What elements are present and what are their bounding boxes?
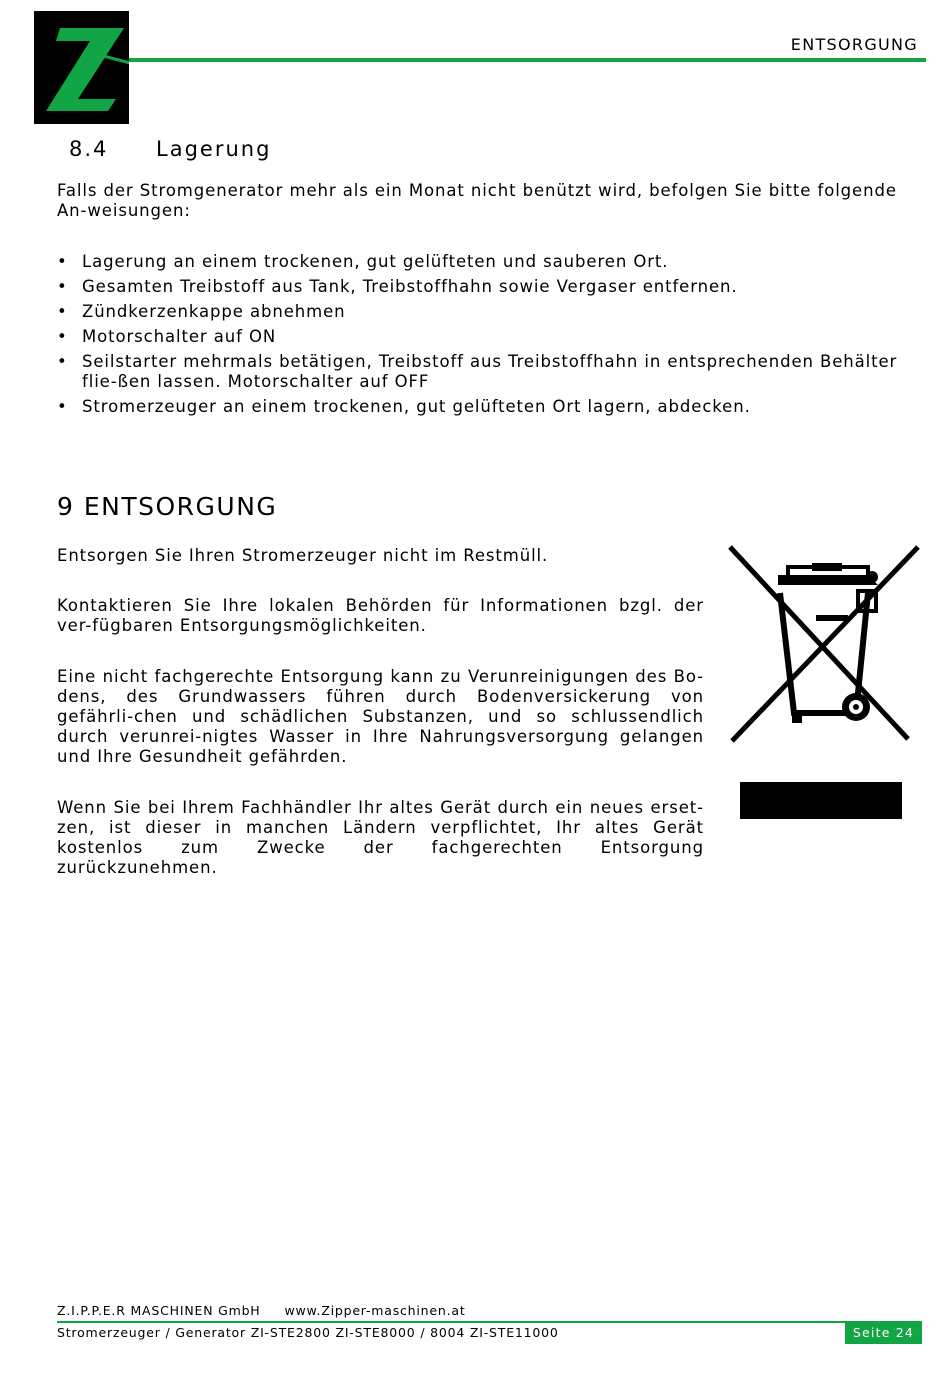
weee-black-bar (740, 782, 902, 819)
bullet-icon: • (57, 397, 68, 416)
z-logo-icon (34, 11, 129, 124)
disposal-paragraph-3: Eine nicht fachgerechte Entsorgung kann zu Verunreinigungen des Bo-dens, des Grundwassers führen durch Bodenversickerung von gefährli-chen und schädlichen Substanzen, und so schlussendlich durch verunrei-nigtes Wasser in Ihre Nahrungsversorgung gelangen und Ihre Gesundheit gefährden. (57, 667, 704, 766)
crossed-out-wheelie-bin-icon (728, 545, 920, 745)
list-item: • Motorschalter auf ON (57, 327, 277, 346)
bullet-icon: • (57, 302, 68, 321)
footer-company: Z.I.P.P.E.R MASCHINEN GmbH (57, 1303, 261, 1318)
zipper-logo (34, 11, 129, 124)
page-number-badge: Seite 24 (845, 1322, 922, 1344)
intro-paragraph: Falls der Stromgenerator mehr als ein Monat nicht benützt wird, befolgen Sie bitte folgende An-weisungen: (57, 181, 897, 220)
bullet-icon: • (57, 277, 68, 296)
section-heading-8-4 (69, 137, 272, 161)
list-item: • Lagerung an einem trockenen, gut gelüfteten und sauberen Ort. (57, 252, 669, 271)
bullet-icon: • (57, 352, 68, 371)
bullet-icon: • (57, 252, 68, 271)
footer-rule (57, 1321, 922, 1323)
header-rule (129, 58, 926, 62)
list-item: • Zündkerzenkappe abnehmen (57, 302, 346, 321)
section-title: Lagerung (156, 137, 272, 161)
storage-instruction-list (57, 252, 907, 422)
list-item: • Stromerzeuger an einem trockenen, gut gelüfteten Ort lagern, abdecken. (57, 397, 751, 416)
footer-models: Stromerzeuger / Generator ZI-STE2800 ZI-STE8000 / 8004 ZI-STE11000 (57, 1325, 559, 1340)
section-number: 8.4 (69, 137, 109, 161)
list-item: • Seilstarter mehrmals betätigen, Treibstoff aus Treibstoffhahn in entsprechenden Behälter flie-ßen lassen. Motorschalter auf OFF (57, 352, 898, 391)
list-item: • Gesamten Treibstoff aus Tank, Treibstoffhahn sowie Vergaser entfernen. (57, 277, 738, 296)
disposal-paragraph-1: Entsorgen Sie Ihren Stromerzeuger nicht im Restmüll. (57, 546, 549, 565)
bullet-icon: • (57, 327, 68, 346)
disposal-paragraph-2: Kontaktieren Sie Ihre lokalen Behörden für Informationen bzgl. der ver-fügbaren Entsorgungsmöglichkeiten. (57, 596, 704, 635)
footer-website-link[interactable]: www.Zipper-maschinen.at (284, 1303, 466, 1318)
footer-company-line (57, 1303, 466, 1318)
header-section-title: ENTSORGUNG (790, 35, 918, 54)
section-heading-9: 9 ENTSORGUNG (57, 492, 278, 521)
disposal-paragraph-4: Wenn Sie bei Ihrem Fachhändler Ihr altes Gerät durch ein neues erset-zen, ist dieser in manchen Ländern verpflichtet, Ihr altes Gerät kostenlos zum Zwecke der fachgerechten Entsorgung zurückzunehmen. (57, 798, 704, 877)
